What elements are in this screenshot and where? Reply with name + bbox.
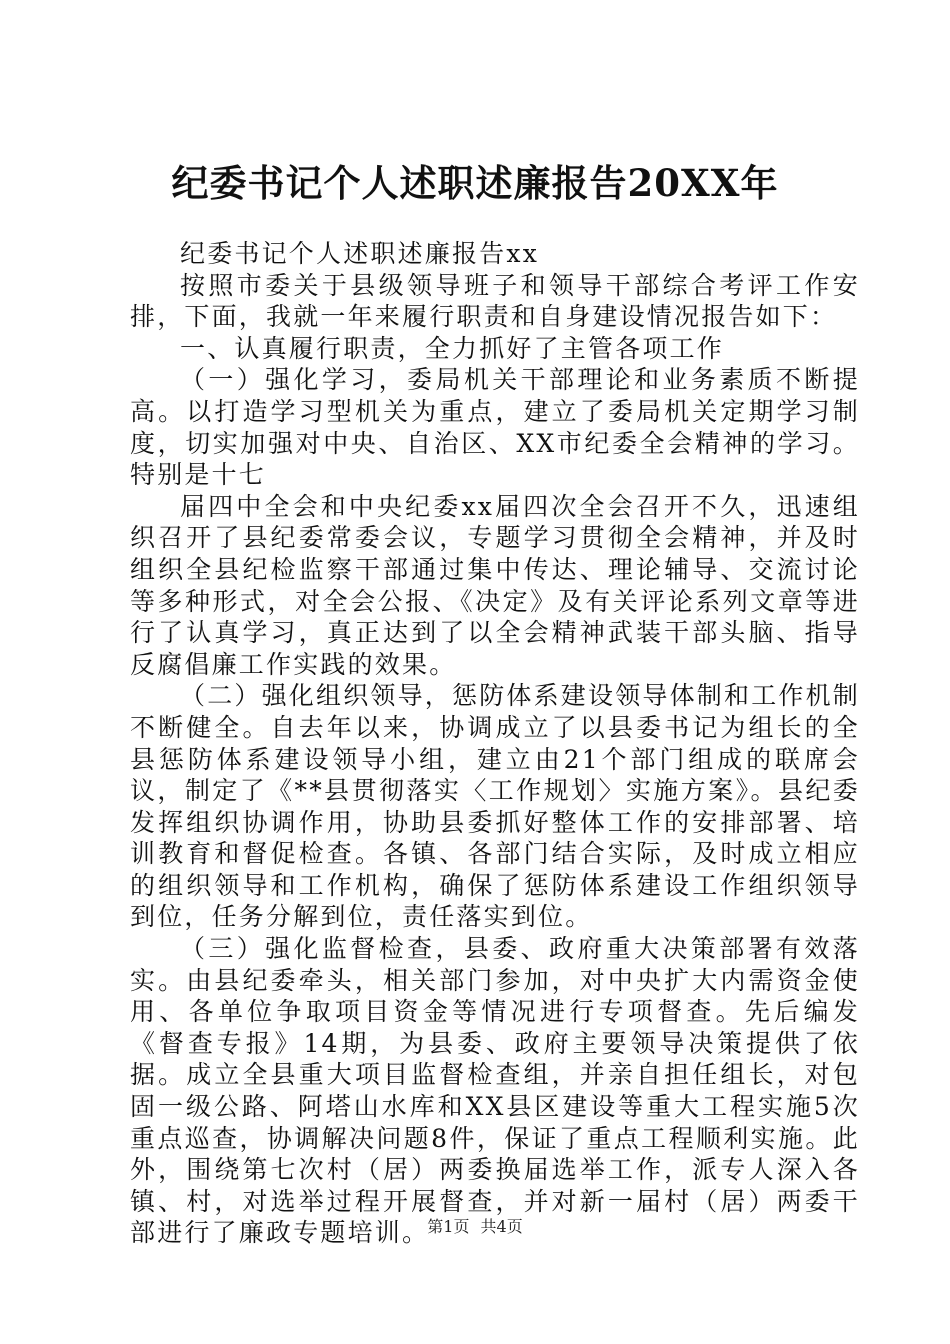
body-paragraph: 届四中全会和中央纪委xx届四次全会召开不久，迅速组织召开了县纪委常委会议，专题学习贯彻全会精神，并及时组织全县纪检监察干部通过集中传达、理论辅导、交流讨论等多种形式，对全会公报、《决定》及有关评论系列文章等进行了认真学习，真正达到了以全会精神武装干部头脑、指导反腐倡廉工作实践的效果。 <box>130 491 860 679</box>
page-footer <box>0 1216 950 1238</box>
body-paragraph: （二）强化组织领导，惩防体系建设领导体制和工作机制不断健全。自去年以来，协调成立了以县委书记为组长的全县惩防体系建设领导小组，建立由21个部门组成的联席会议，制定了《**县贯彻落实〈工作规划〉实施方案》。县纪委发挥组织协调作用，协助县委抓好整体工作的安排部署、培训教育和督促检查。各镇、各部门结合实际，及时成立相应的组织领导和工作机构，确保了惩防体系建设工作组织领导到位，任务分解到位，责任落实到位。 <box>130 681 861 932</box>
body-paragraph: （三）强化监督检查，县委、政府重大决策部署有效落实。由县纪委牵头，相关部门参加，对中央扩大内需资金使用、各单位争取项目资金等情况进行专项督查。先后编发《督查专报》14期，为县委、政府主要领导决策提供了依据。成立全县重大项目监督检查组，并亲自担任组长，对包固一级公路、阿塔山水库和XX县区建设等重大工程实施5次重点巡查，协调解决问题8件，保证了重点工程顺利实施。此外，围绕第七次村（居）两委换届选举工作，派专人深入各镇、村，对选举过程开展督查，并对新一届村（居）两委干部进行了廉政专题培训。 <box>130 934 860 1248</box>
subtitle-paragraph: 纪委书记个人述职述廉报告xx <box>180 239 539 268</box>
section-heading: 一、认真履行职责，全力抓好了主管各项工作 <box>180 333 725 363</box>
page-total: 共4页 <box>480 1217 523 1236</box>
intro-paragraph: 按照市委关于县级领导班子和领导干部综合考评工作安排，下面，我就一年来履行职责和自身建设情况报告如下： <box>130 270 860 332</box>
document-body <box>130 238 860 1249</box>
document-title: 纪委书记个人述职述廉报告20XX年 <box>171 161 779 205</box>
page-number: 第1页 <box>427 1217 470 1236</box>
body-paragraph: （一）强化学习，委局机关干部理论和业务素质不断提高。以打造学习型机关为重点，建立了委局机关定期学习制度，切实加强对中央、自治区、XX市纪委全会精神的学习。特别是十七 <box>130 365 860 490</box>
